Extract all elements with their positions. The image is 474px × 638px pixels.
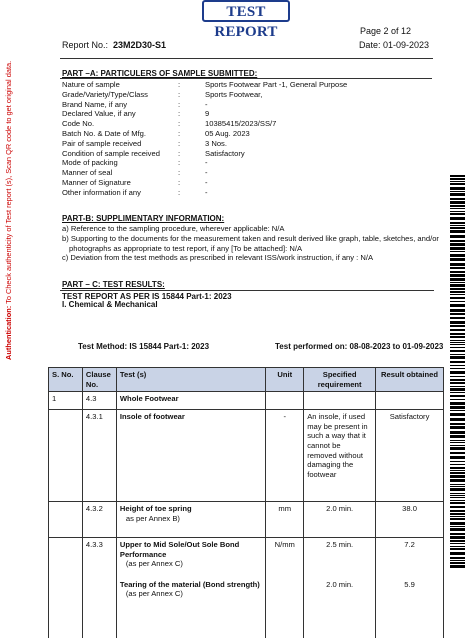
part-b-line-b2: photographs as appropriate to test report, if any [To be attached]: N/A xyxy=(69,243,303,253)
report-number: 23M2D30-S1 xyxy=(113,40,167,50)
barcode-bar xyxy=(450,284,465,287)
barcode-bar xyxy=(450,442,465,443)
barcode-bar xyxy=(450,291,465,293)
cell-test: Whole Footwear xyxy=(116,392,265,410)
part-c-section: I. Chemical & Mechanical xyxy=(62,300,158,309)
cell-spec: 2.0 min. xyxy=(304,578,376,638)
barcode-bar xyxy=(450,472,465,474)
value-batch: 05 Aug. 2023 xyxy=(205,128,250,138)
barcode-bar xyxy=(450,350,465,352)
barcode-bar xyxy=(450,191,465,192)
cell-unit: mm xyxy=(266,502,304,538)
barcode-bar xyxy=(450,548,465,550)
barcode-bar xyxy=(450,562,465,564)
barcode-bar xyxy=(450,183,465,185)
barcode-bar xyxy=(450,447,465,450)
part-b-line-b1: b) Supporting to the documents for the measurement taken and result derived like graph, table, sketches, and/or xyxy=(62,233,439,243)
barcode-bar xyxy=(450,431,465,434)
barcode-bar xyxy=(450,456,465,459)
value-declared: 9 xyxy=(205,109,210,119)
barcode-bar xyxy=(450,342,465,343)
label-declared: Declared Value, if any xyxy=(62,109,136,119)
label-code: Code No. xyxy=(62,119,95,129)
label-seal: Manner of seal xyxy=(62,168,113,178)
barcode-bar xyxy=(450,282,465,283)
test-performed: Test performed on: 08-08-2023 to 01-09-2023 xyxy=(275,342,444,351)
authentication-text: To Check authenticity of Test report (s), Scan QR code to get original data. xyxy=(4,60,13,306)
part-b-line-a: a) Reference to the sampling procedure, wherever applicable: N/A xyxy=(62,224,285,233)
header-unit: Unit xyxy=(266,368,304,392)
results-table xyxy=(48,367,444,638)
barcode-bar xyxy=(450,399,465,400)
barcode-bar xyxy=(450,297,465,299)
cell-test-note: (as per Annex C) xyxy=(125,589,183,599)
barcode-bar xyxy=(450,497,465,498)
barcode-bar xyxy=(450,354,465,355)
barcode-bar xyxy=(450,365,465,366)
barcode-bar xyxy=(450,546,465,547)
barcode-bar xyxy=(450,526,465,527)
barcode-bar xyxy=(450,208,465,209)
barcode-bar xyxy=(450,251,465,252)
part-c-subtitle: TEST REPORT AS PER IS 15844 Part-1: 2023 xyxy=(60,290,434,302)
part-a-rule xyxy=(60,78,432,79)
part-b-title: PART-B: SUPPLIMENTARY INFORMATION: xyxy=(62,214,225,223)
value-grade: Sports Footwear, xyxy=(205,89,263,99)
barcode-bar xyxy=(450,317,465,319)
part-b-line-c: c) Deviation from the test methods as prescribed in relevant ISS/work instruction, if any : N/A xyxy=(62,253,374,263)
barcode-bar xyxy=(450,329,465,331)
cell-result: 38.0 xyxy=(376,502,444,538)
value-nature: Sports Footwear Part -1, General Purpose xyxy=(205,80,348,89)
barcode-bar xyxy=(450,426,465,429)
barcode-bar xyxy=(450,201,465,204)
cell-test-name: Tearing of the material (Bond strength) xyxy=(119,579,260,589)
barcode-bar xyxy=(450,344,465,345)
barcode-bar xyxy=(450,187,465,190)
barcode-bar xyxy=(450,321,465,324)
barcode-bar xyxy=(450,175,465,177)
barcode-bar xyxy=(450,288,465,290)
cell-result: Satisfactory xyxy=(376,410,444,502)
barcode-bar xyxy=(450,565,465,568)
barcode-bar xyxy=(450,230,465,233)
barcode-bar xyxy=(450,402,465,405)
cell-test-name: Upper to Mid Sole/Out Sole Bond Performance xyxy=(119,540,240,559)
barcode-bar xyxy=(450,340,465,341)
barcode-bar xyxy=(450,181,465,182)
table-row xyxy=(49,410,444,502)
label-other: Other information if any xyxy=(62,187,141,197)
barcode-bar xyxy=(450,325,465,327)
cell-test-note: as per Annex B) xyxy=(125,513,180,523)
barcode-bar xyxy=(450,495,465,496)
label-condition: Condition of sample received xyxy=(62,148,160,158)
barcode-bar xyxy=(450,263,465,266)
value-seal: - xyxy=(205,168,208,178)
barcode-bar xyxy=(450,557,465,559)
barcode-bar xyxy=(450,513,465,515)
part-a-colons: : : : : : : : : : : : : xyxy=(178,80,181,197)
barcode-bar xyxy=(450,410,465,411)
barcode-bar xyxy=(450,336,465,338)
barcode-bar xyxy=(450,222,465,224)
cell-unit: - xyxy=(266,410,304,502)
barcode-bar xyxy=(450,540,465,542)
barcode-bar xyxy=(450,479,465,482)
barcode-bar xyxy=(450,301,465,302)
cell-clause: 4.3.2 xyxy=(82,502,116,538)
barcode-bar xyxy=(450,536,465,539)
header-sno: S. No. xyxy=(49,368,83,392)
barcode-bar xyxy=(450,371,465,374)
barcode-bar xyxy=(450,464,465,465)
barcode-bar xyxy=(450,271,465,273)
barcode-bar xyxy=(450,392,465,393)
barcode-bar xyxy=(450,198,465,200)
barcode-bar xyxy=(450,240,465,242)
part-a-labels xyxy=(62,80,160,198)
part-a-title: PART –A: PARTICULERS OF SAMPLE SUBMITTED: xyxy=(62,69,258,78)
label-brand: Brand Name, if any xyxy=(62,99,127,109)
barcode-bar xyxy=(450,205,465,207)
cell-test: Insole of footwear xyxy=(116,410,265,502)
page-number: Page 2 of 12 xyxy=(359,26,411,36)
header-result: Result obtained xyxy=(376,368,444,392)
label-grade: Grade/Variety/Type/Class xyxy=(62,89,148,99)
authentication-note xyxy=(4,61,13,360)
barcode-bar xyxy=(450,193,465,196)
barcode-bar xyxy=(450,379,465,381)
barcode-bar xyxy=(450,406,465,409)
cell-test xyxy=(116,578,265,638)
barcode-bar xyxy=(450,435,465,438)
report-number-label: Report No.: xyxy=(62,40,109,50)
part-c-title: PART – C: TEST RESULTS: xyxy=(62,280,165,289)
header-clause: Clause No. xyxy=(82,368,116,392)
barcode-bar xyxy=(450,543,465,544)
barcode-bar xyxy=(450,510,465,512)
label-signature: Manner of Signature xyxy=(62,177,131,187)
cell-unit: N/mm xyxy=(266,538,304,578)
barcode-bar xyxy=(450,461,465,462)
cell-test-name: Height of toe spring xyxy=(119,504,192,514)
cell-test xyxy=(116,502,265,538)
cell-sno: 1 xyxy=(49,392,83,410)
barcode-bar xyxy=(450,502,465,504)
barcode-bar xyxy=(450,313,465,315)
barcode-bar xyxy=(450,235,465,238)
label-nature: Nature of sample xyxy=(62,80,120,89)
barcode-bar xyxy=(450,376,465,377)
barcode-bar xyxy=(450,486,465,487)
table-row xyxy=(49,578,444,638)
barcode-bar xyxy=(450,267,465,269)
barcode-bar xyxy=(450,484,465,485)
part-b-body xyxy=(62,224,442,263)
value-code: 10385415/2023/SS/7 xyxy=(205,119,277,129)
barcode-bar xyxy=(450,418,465,421)
barcode-bar xyxy=(450,516,465,517)
value-condition: Satisfactory xyxy=(205,148,245,158)
barcode-bar xyxy=(450,552,465,555)
barcode-bar xyxy=(450,225,465,226)
barcode-bar xyxy=(450,470,465,471)
table-row xyxy=(49,502,444,538)
barcode-bar xyxy=(450,413,465,416)
barcode-bar xyxy=(450,522,465,525)
barcode-bar xyxy=(450,361,465,363)
barcode-bar xyxy=(450,211,465,212)
barcode-bar xyxy=(450,445,465,446)
barcode-bar xyxy=(450,560,465,561)
cell-clause: 4.3 xyxy=(82,392,116,410)
barcode-bar xyxy=(450,475,465,478)
table-row xyxy=(49,392,444,410)
value-pair: 3 Nos. xyxy=(205,138,227,148)
barcode-bar xyxy=(450,304,465,307)
cell-result: 5.9 xyxy=(376,578,444,638)
value-signature: - xyxy=(205,177,208,187)
cell-spec: 2.5 min. xyxy=(304,538,376,578)
barcode-bar xyxy=(450,227,465,229)
barcode-bar xyxy=(450,386,465,387)
barcode-bar xyxy=(450,258,465,261)
barcode-bar xyxy=(450,254,465,257)
barcode-bar xyxy=(450,247,465,250)
cell-test xyxy=(116,538,265,578)
barcode-bar xyxy=(450,333,465,335)
test-method: Test Method: IS 15844 Part-1: 2023 xyxy=(78,342,210,351)
test-report-logo: TEST REPORT xyxy=(202,0,290,22)
label-packing: Mode of packing xyxy=(62,158,118,168)
barcode-bar xyxy=(450,388,465,391)
barcode-image xyxy=(450,175,465,570)
value-other: - xyxy=(205,187,208,197)
barcode-bar xyxy=(450,356,465,359)
cell-spec: 2.0 min. xyxy=(304,502,376,538)
barcode-bar xyxy=(450,274,465,277)
barcode-bar xyxy=(450,178,465,180)
barcode-bar xyxy=(450,493,465,494)
barcode-bar xyxy=(450,488,465,491)
value-packing: - xyxy=(205,158,208,168)
barcode-bar xyxy=(450,533,465,535)
barcode-bar xyxy=(450,423,465,425)
part-a-values xyxy=(205,80,347,198)
barcode-bar xyxy=(450,347,465,348)
table-row xyxy=(49,538,444,578)
barcode-bar xyxy=(450,395,465,397)
barcode-bar xyxy=(450,452,465,454)
value-brand: - xyxy=(205,99,208,109)
barcode-bar xyxy=(450,500,465,501)
barcode-bar xyxy=(450,217,465,220)
barcode-bar xyxy=(450,467,465,469)
barcode-bar xyxy=(450,440,465,441)
barcode-bar xyxy=(450,243,465,246)
barcode-bar xyxy=(450,278,465,281)
barcode-bar xyxy=(450,528,465,531)
cell-clause: 4.3.3 xyxy=(82,538,116,578)
cell-spec: An insole, if used may be present in such a way that it cannot be removed without damaging the footwear xyxy=(304,410,376,502)
barcode-bar xyxy=(450,294,465,295)
barcode-bar xyxy=(450,309,465,312)
authentication-label: Authentication: xyxy=(4,305,13,360)
barcode-bar xyxy=(450,518,465,520)
header-divider xyxy=(60,58,433,59)
label-pair: Pair of sample received xyxy=(62,138,142,148)
header-spec: Specified requirement xyxy=(304,368,376,392)
header-test: Test (s) xyxy=(116,368,265,392)
cell-clause: 4.3.1 xyxy=(82,410,116,502)
barcode-bar xyxy=(450,506,465,508)
barcode-bar xyxy=(450,382,465,384)
cell-result: 7.2 xyxy=(376,538,444,578)
barcode-bar xyxy=(450,213,465,215)
cell-test-note: (as per Annex C) xyxy=(125,559,183,569)
table-header-row xyxy=(49,368,444,392)
label-batch: Batch No. & Date of Mfg. xyxy=(62,128,146,138)
barcode-bar xyxy=(450,368,465,369)
report-date: Date: 01-09-2023 xyxy=(358,40,429,50)
